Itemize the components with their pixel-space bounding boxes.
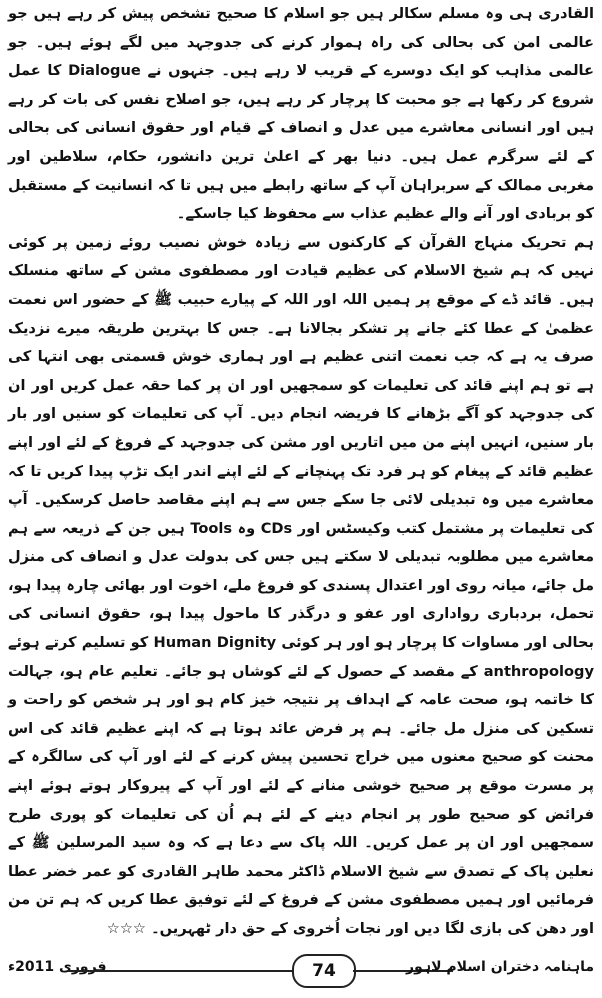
article-paragraph-1: القادری ہی وہ مسلم سکالر ہیں جو اسلام کا صحیح تشخص پیش کر رہے ہیں جو عالمی امن کی بحالی کی راہ ہموار کرنے کی جدوجہد میں لگے ہوئے ہیں۔ جو عالمی مذاہب کو ایک دوسرے کے قریب لا رہے ہیں۔ جنہوں نے Dialogue کا عمل شروع کر رکھا ہے جو محبت کا پرچار کر رہے ہیں، جو اصلاح نفس کی بات کر رہے ہیں اور انسانی معاشرے میں عدل و انصاف کے قیام اور حقوق انسانی کی بحالی کے لئے سرگرم عمل ہیں۔ دنیا بھر کے اعلیٰ ترین دانشور، حکام، سلاطین اور مغربی ممالک کے سربراہان آپ کے ساتھ رابطے میں ہیں تا کہ انسانیت کے مستقبل کو بربادی اور آنے والے عظیم عذاب سے محفوظ کیا جاسکے۔	[8, 5, 594, 223]
article-body	[8, 0, 594, 944]
page-footer	[8, 950, 594, 990]
page-number-badge: 74	[292, 954, 356, 988]
magazine-name: ماہنامہ دختران اسلام لاہور	[406, 959, 594, 975]
article-paragraph-2: ہم تحریک منہاج القرآن کے کارکنوں سے زیادہ خوش نصیب روئے زمین پر کوئی نہیں کہ ہم شیخ الاسلام کی عظیم قیادت اور مصطفوی مشن کے ساتھ منسلک ہیں۔ قائد ڈے کے موقع پر ہمیں اللہ اور اللہ کے پیارے حبیب ﷺ کے حضور اس نعمت عظمیٰ کے عطا کئے جانے پر تشکر بجالانا ہے۔ جس کا بہترین طریقہ میرے نزدیک صرف یہ ہے کہ جب نعمت اتنی عظیم ہے اور ہماری خوش قسمتی بھی انتہا کی ہے تو ہم اپنے قائد کی تعلیمات کو سمجھیں اور ان پر کما حقہ عمل کریں اور ان کی جدوجہد کو آگے بڑھانے کا فریضہ انجام دیں۔ آپ کی تعلیمات کو سنیں اور بار بار سنیں، انہیں اپنے من میں اتاریں اور مشن کی جدوجہد کے فروغ کے لئے اور اپنے عظیم قائد کے پیغام کو ہر فرد تک پہنچانے کے لئے اپنے اندر ایک تڑپ پیدا کریں تا کہ معاشرے میں وہ تبدیلی لائی جا سکے جس سے ہم اپنے مقاصد حاصل کرسکیں۔ آپ کی تعلیمات پر مشتمل کتب وکیسٹس اور CDs وہ Tools ہیں جن کے ذریعہ سے ہم معاشرے میں مطلوبہ تبدیلی لا سکتے ہیں جس کی بدولت عدل و انصاف کی منزل مل جائے، میانہ روی اور اعتدال پسندی کو فروغ ملے، اخوت اور بھائی چارہ پیدا ہو، تحمل، بردباری رواداری اور عفو و درگذر کا ماحول پیدا ہو، حقوق انسانی کی بحالی اور مساوات کا پرچار ہو اور ہر کوئی Human Dignity کو تسلیم کرتے ہوئے anthropology کے مقصد کے حصول کے لئے کوشاں ہو جائے۔ تعلیم عام ہو، جہالت کا خاتمہ ہو، صحت عامہ کے اہداف پر نتیجہ خیز کام ہو اور ہر شخص کو راحت و تسکین کی منزل مل جائے۔ ہم پر فرض عائد ہوتا ہے کہ اپنے عظیم قائد کی اس محنت کو صحیح معنوں میں خراج تحسین پیش کرنے کے لئے اور آپ کی سالگرہ کے پر مسرت موقع پر صحیح خوشی منانے کے لئے اور آپ کے پیروکار ہوتے ہوئے اپنے فرائض کو صحیح طور پر انجام دینے کے لئے ہم اُن کی تعلیمات کو پوری طرح سمجھیں اور ان پر عمل کریں۔ اللہ پاک سے دعا ہے کہ وہ سید المرسلین ﷺ کے نعلین پاک کے تصدق سے شیخ الاسلام ڈاکٹر محمد طاہر القادری کو عمر خضر عطا فرمائیں اور ہمیں مصطفوی مشن کے فروغ کے لئے توفیق عطا کریں کہ ہم تن من اور دھن کی بازی لگا دیں اور نجات اُخروی کے حق دار ٹھہریں۔ ☆☆☆	[8, 233, 594, 937]
footer-rule-left	[68, 970, 303, 972]
issue-date: فروری 2011ء	[8, 959, 107, 975]
